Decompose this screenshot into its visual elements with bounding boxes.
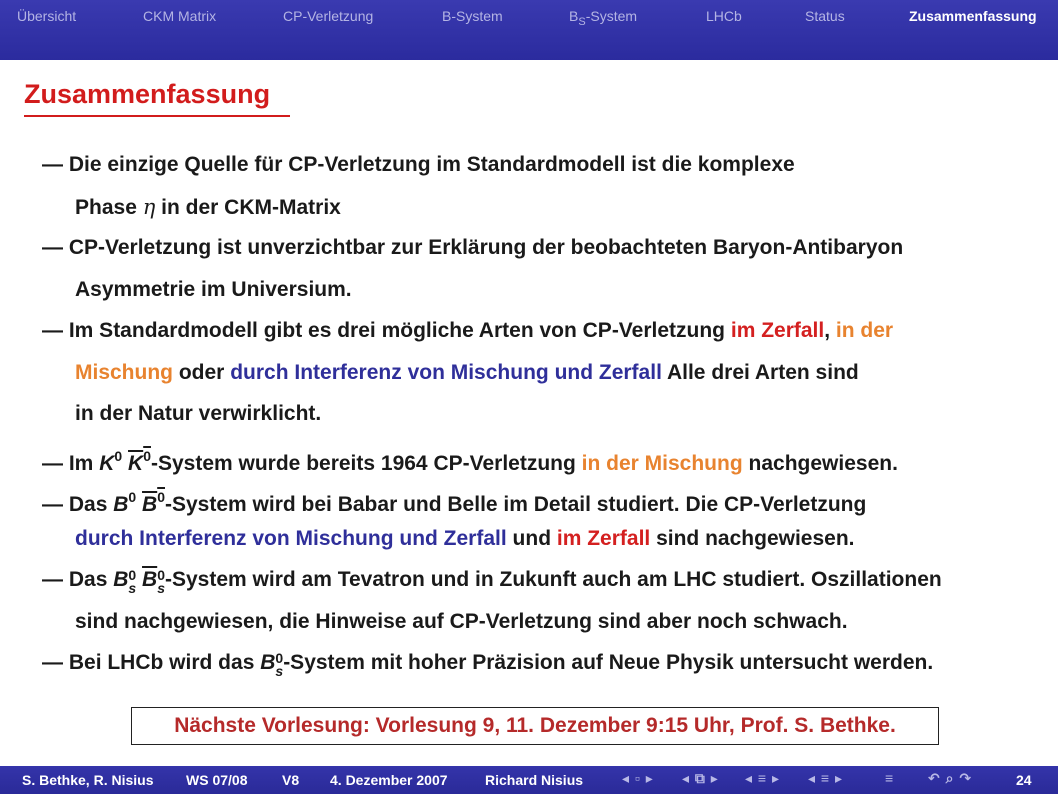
k-letter: K: [128, 451, 144, 475]
list-item-continuation: [42, 190, 1052, 232]
list-item: [42, 231, 1052, 273]
nav-zusammenfassung[interactable]: Zusammenfassung: [909, 8, 1037, 24]
subscript-s: s: [157, 580, 165, 596]
bs-bar-meson-symbol: [142, 567, 165, 596]
nav-frame-back-icon[interactable]: ◂ ▫ ▸: [622, 770, 654, 786]
footer-page-number: 24: [1016, 772, 1032, 788]
highlight-interference: durch Interferenz von Mischung und Zerfall: [75, 526, 507, 550]
superscript-zero: 0: [143, 447, 151, 464]
nav-bs-label: -System: [585, 8, 638, 24]
list-item: [42, 563, 1052, 605]
eta-symbol: η: [142, 194, 156, 219]
text: Das: [68, 568, 108, 591]
text: Im Standardmodell gibt es drei mögliche Arten von CP-Verletzung: [68, 319, 726, 342]
bullet-dash: —: [42, 493, 63, 516]
sup-sub: [157, 569, 165, 595]
list-item: [42, 646, 1052, 688]
footer-speaker: Richard Nisius: [485, 772, 584, 788]
superscript-zero: 0: [128, 567, 137, 583]
superscript-zero: 0: [275, 650, 284, 666]
highlight-mixing: in der Mischung: [581, 451, 743, 475]
bullet-dash: —: [42, 451, 63, 475]
list-item-continuation: [42, 397, 1052, 439]
superscript-zero: 0: [157, 489, 165, 505]
list-item: [42, 480, 1052, 522]
nav-presentation-icon[interactable]: ◂ ≡ ▸: [808, 770, 844, 786]
nav-lhcb[interactable]: LHCb: [706, 8, 742, 24]
next-lecture-box: Nächste Vorlesung: Vorlesung 9, 11. Dezember 9:15 Uhr, Prof. S. Bethke.: [131, 707, 939, 745]
list-item-continuation: [42, 522, 1052, 564]
subscript-s: s: [128, 580, 137, 596]
text: -System wird bei Babar und Belle im Detail studiert. Die CP-Verletzung: [165, 493, 867, 516]
footer-date: 4. Dezember 2007: [330, 772, 448, 788]
highlight-decay: im Zerfall: [556, 526, 651, 550]
text: sind nachgewiesen, die Hinweise auf CP-Verletzung sind aber noch schwach.: [75, 609, 848, 633]
nav-bs-system[interactable]: [569, 8, 637, 28]
text: Das: [68, 493, 108, 516]
text: -System wird am Tevatron und in Zukunft auch am LHC studiert. Oszillationen: [165, 568, 942, 591]
list-item: [42, 148, 1052, 190]
text: -System mit hoher Präzision auf Neue Physik untersucht werden.: [283, 651, 934, 674]
k-letter: K: [99, 451, 115, 475]
list-item-continuation: [42, 273, 1052, 315]
text: in der Natur verwirklicht.: [75, 402, 322, 425]
superscript-zero: 0: [128, 489, 137, 505]
text: Asymmetrie im Universium.: [75, 277, 352, 301]
summary-list: [42, 148, 1052, 688]
highlight-mixing: Mischung: [75, 360, 173, 384]
comma: ,: [824, 319, 831, 342]
b-letter: B: [260, 651, 276, 674]
footer-lecture: V8: [282, 772, 300, 788]
highlight-decay: im Zerfall: [730, 319, 825, 342]
footer-semester: WS 07/08: [186, 772, 248, 788]
bullet-dash: —: [42, 651, 63, 674]
k-meson-symbol: [99, 447, 123, 475]
list-item: [42, 314, 1052, 356]
nav-ckm-matrix[interactable]: CKM Matrix: [143, 8, 217, 24]
footer-authors: S. Bethke, R. Nisius: [22, 772, 154, 788]
list-item-continuation: [42, 356, 1052, 398]
highlight-mixing: in der: [835, 319, 894, 342]
nav-cp-verletzung[interactable]: CP-Verletzung: [283, 8, 374, 24]
highlight-interference: durch Interferenz von Mischung und Zerfall: [230, 360, 662, 384]
text: nachgewiesen.: [748, 451, 898, 475]
nav-subsection-icon[interactable]: ◂ ⧉ ▸: [682, 770, 719, 786]
k-bar-meson-symbol: [128, 447, 151, 475]
b-letter: B: [142, 493, 158, 516]
bullet-dash: —: [42, 568, 63, 591]
b-meson-symbol: [113, 489, 137, 516]
nav-appendix-icon[interactable]: ≡: [885, 770, 895, 786]
b-letter: B: [142, 568, 158, 591]
title-underline: [24, 115, 290, 117]
text: Bei LHCb wird das: [68, 651, 255, 674]
b-bar-meson-symbol: [142, 489, 165, 516]
text: Im: [68, 451, 94, 475]
text: und: [512, 526, 552, 550]
nav-status[interactable]: Status: [805, 8, 845, 24]
bullet-dash: —: [42, 319, 63, 342]
superscript-zero: 0: [157, 567, 165, 583]
page-title: Zusammenfassung: [24, 79, 271, 109]
list-item-continuation: [42, 605, 1052, 647]
bullet-dash: —: [42, 236, 63, 259]
bs-meson-symbol: [260, 650, 284, 679]
text: sind nachgewiesen.: [656, 526, 855, 550]
nav-search-undo-icon[interactable]: ↶ ⌕ ↷: [928, 770, 973, 786]
subscript-s: s: [275, 663, 284, 679]
top-navigation-bar: [0, 0, 1058, 60]
text: Die einzige Quelle für CP-Verletzung im Standardmodell ist die komplexe: [68, 153, 795, 176]
bullet-dash: —: [42, 153, 63, 176]
nav-section-icon[interactable]: ◂ ≡ ▸: [745, 770, 781, 786]
text: Phase: [75, 195, 137, 219]
list-item: [42, 439, 1052, 481]
nav-b-system[interactable]: B-System: [442, 8, 503, 24]
bs-meson-symbol: [113, 567, 137, 596]
nav-uebersicht[interactable]: Übersicht: [17, 8, 77, 24]
b-letter: B: [113, 493, 129, 516]
footer-bar: [0, 766, 1058, 794]
text: -System wurde bereits 1964 CP-Verletzung: [150, 451, 576, 475]
text: CP-Verletzung ist unverzichtbar zur Erklärung der beobachteten Baryon-Antibaryon: [68, 236, 904, 259]
text: oder: [178, 360, 225, 384]
text: Alle drei Arten sind: [666, 360, 859, 384]
nav-bs-sub: S: [578, 16, 586, 28]
sup-sub: [128, 569, 136, 595]
nav-bs-base: B: [569, 8, 579, 24]
b-letter: B: [113, 568, 129, 591]
text: in der CKM-Matrix: [161, 195, 341, 219]
superscript-zero: 0: [114, 447, 123, 464]
